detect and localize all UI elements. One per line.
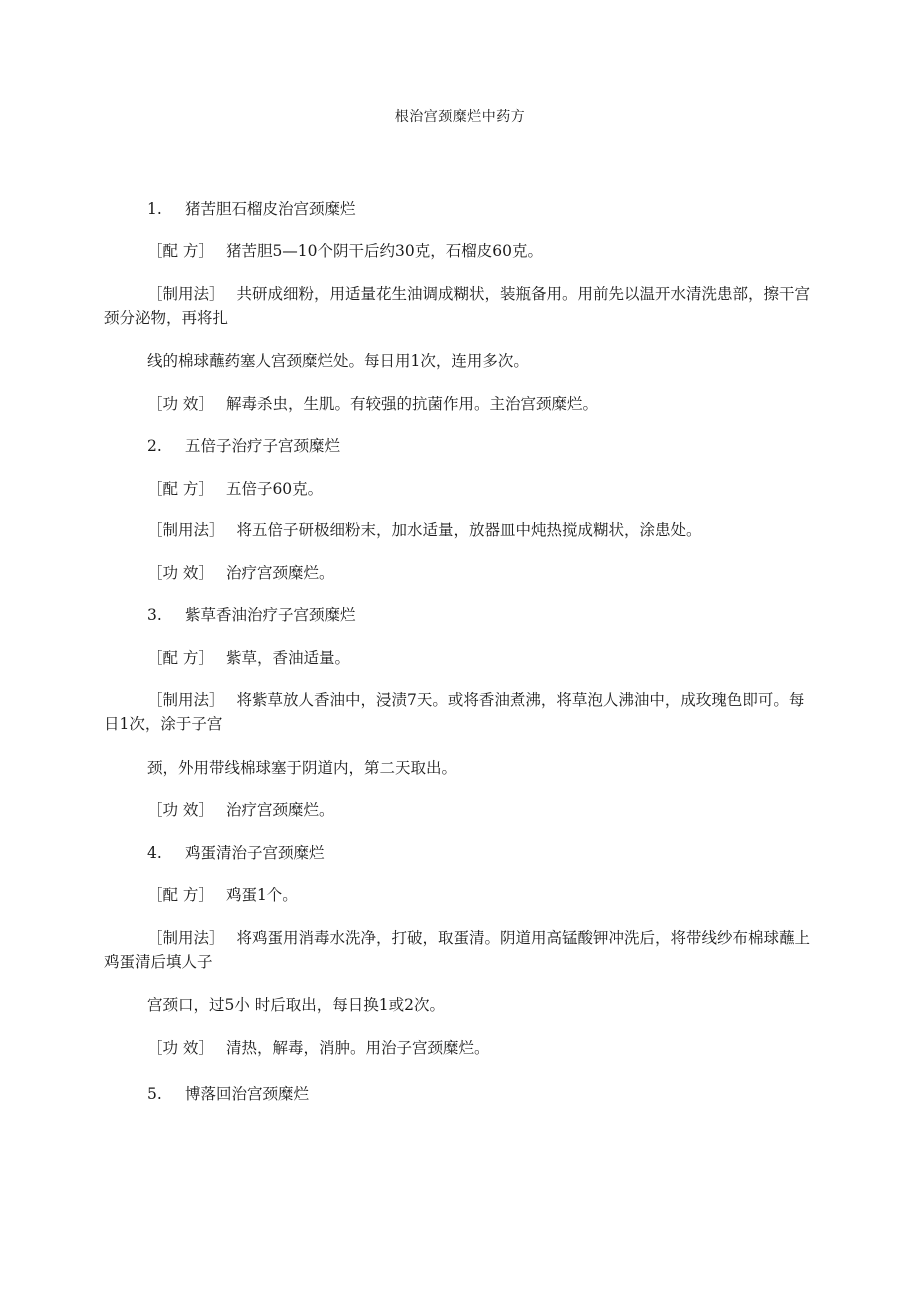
effect-text: 清热，解毒，消肿。用治子宫颈糜烂。 (225, 1039, 490, 1057)
formula-tag: ［配 方］ (147, 886, 214, 904)
effect-tag: ［功 效］ (147, 801, 214, 819)
method-tag: ［制用法］ (147, 691, 225, 709)
item-heading (147, 1083, 309, 1105)
item-number: 4. (147, 844, 162, 862)
item-number: 3. (147, 606, 162, 624)
formula-text: 鸡蛋1个。 (225, 886, 298, 904)
effect-text: 治疗宫颈糜烂。 (225, 801, 335, 819)
effect-line (147, 1037, 489, 1059)
method-text: 将五倍子研极细粉末，加水适量，放器皿中炖热搅成糊状，涂患处。 (236, 521, 702, 539)
formula-tag: ［配 方］ (147, 242, 214, 260)
method-tag: ［制用法］ (147, 929, 225, 947)
formula-line (147, 478, 323, 500)
effect-line (147, 562, 334, 584)
method-tag: ［制用法］ (147, 285, 225, 303)
method-paragraph (104, 688, 814, 736)
method-text: 将鸡蛋用消毒水洗净，打破，取蛋清。阴道用高锰酸钾冲洗后，将带线纱布棉球蘸上鸡蛋清后填人子 (104, 929, 811, 971)
formula-text: 紫草，香油适量。 (225, 649, 350, 667)
formula-text: 猪苦胆5—10个阴干后约30克，石榴皮60克。 (225, 242, 543, 260)
item-number: 2. (147, 437, 162, 455)
formula-text: 五倍子60克。 (225, 480, 324, 498)
item-heading-text: 博落回治宫颈糜烂 (185, 1085, 310, 1103)
method-continuation: 线的棉球蘸药塞人宫颈糜烂处。每日用1次，连用多次。 (147, 352, 529, 370)
formula-line (147, 647, 350, 669)
method-tag: ［制用法］ (147, 521, 225, 539)
item-heading (147, 435, 340, 457)
effect-line (147, 393, 598, 415)
item-heading (147, 198, 356, 220)
effect-text: 治疗宫颈糜烂。 (225, 564, 335, 582)
effect-line (147, 799, 334, 821)
method-line (147, 519, 702, 541)
item-number: 1. (147, 200, 162, 218)
formula-tag: ［配 方］ (147, 649, 214, 667)
method-text: 共研成细粉，用适量花生油调成糊状，装瓶备用。用前先以温开水清洗患部，擦干宫颈分泌物，再将扎 (104, 285, 811, 327)
effect-tag: ［功 效］ (147, 1039, 214, 1057)
effect-tag: ［功 效］ (147, 564, 214, 582)
formula-line (147, 240, 543, 262)
effect-tag: ［功 效］ (147, 395, 214, 413)
method-paragraph (104, 282, 814, 330)
formula-tag: ［配 方］ (147, 480, 214, 498)
item-number: 5. (147, 1085, 162, 1103)
method-continuation: 颈，外用带线棉球塞于阴道内，第二天取出。 (147, 759, 458, 777)
method-continuation: 宫颈口，过5小 时后取出，每日换1或2次。 (147, 996, 446, 1014)
item-heading-text: 鸡蛋清治子宫颈糜烂 (185, 844, 325, 862)
item-heading (147, 842, 325, 864)
item-heading-text: 紫草香油治疗子宫颈糜烂 (185, 606, 356, 624)
item-heading (147, 604, 356, 626)
item-heading-text: 五倍子治疗子宫颈糜烂 (185, 437, 341, 455)
method-paragraph (104, 926, 814, 974)
effect-text: 解毒杀虫，生肌。有较强的抗菌作用。主治宫颈糜烂。 (225, 395, 598, 413)
method-text: 将紫草放人香油中，浸渍7天。或将香油煮沸，将草泡人沸油中，成玫瑰色即可。每日1次，涂于子宫 (104, 691, 805, 733)
item-heading-text: 猪苦胆石榴皮治宫颈糜烂 (185, 200, 356, 218)
formula-line (147, 884, 298, 906)
document-title: 根治宫颈糜烂中药方 (394, 109, 526, 125)
